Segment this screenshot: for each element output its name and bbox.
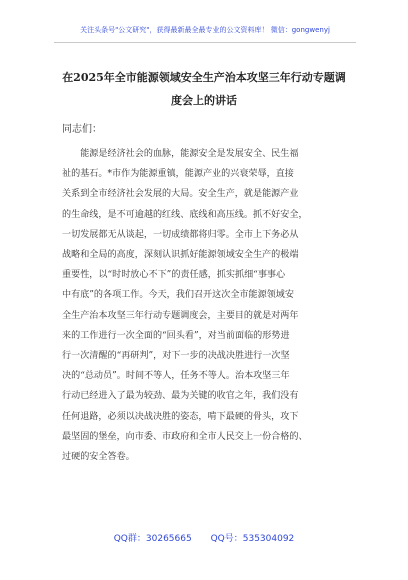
body-line: 决的“总动员”。时间不等人，任务不等人。治本攻坚三年 xyxy=(62,371,290,382)
body-line: 来的工作进行一次全面的“回头看”，对当前面临的形势进 xyxy=(62,330,290,341)
body-line: 祉的基石。*市作为能源重镇，能源产业的兴衰荣辱，直接 xyxy=(62,169,294,180)
body-line: 重要性，以“时时放心不下”的责任感，抓实抓细“事事心 xyxy=(62,270,286,281)
body-line: 行动已经进入了最为较劲、最为关键的收官之年，我们没有 xyxy=(62,391,299,402)
salutation: 同志们： xyxy=(62,124,102,135)
body-line: 过硬的安全答卷。 xyxy=(62,452,135,463)
body-line: 关系到全市经济社会发展的大局。安全生产，就是能源产业 xyxy=(62,189,299,200)
header-divider xyxy=(54,42,356,43)
footer-qq-number: QQ号：535304092 xyxy=(210,534,295,544)
body-line: 战略和全局的高度，深刻认识抓好能源领域安全生产的极端 xyxy=(62,250,299,261)
footer-qq-group: QQ群：30265665 xyxy=(113,534,192,544)
title-line: 在2025年全市能源领域安全生产治本攻坚三年行动专题调 xyxy=(62,71,346,84)
body-line: 能源是经济社会的血脉，能源安全是发展安全、民生福 xyxy=(62,149,299,159)
body-line: 一切发展都无从谈起，一切成绩都将归零。全市上下务必从 xyxy=(62,229,299,240)
footer-contact xyxy=(0,531,408,544)
body-line: 最坚固的堡垒，向市委、市政府和全市人民交上一份合格的、 xyxy=(62,431,308,442)
header-banner: 关注头条号"公文研究"，获得最新最全最专业的公文资料库！ 微信：gongwenyj xyxy=(80,26,330,34)
body-line: 全生产治本攻坚三年行动专题调度会，主要目的就是对两年 xyxy=(62,310,299,321)
body-line: 中有底”的各项工作。今天，我们召开这次全市能源领域安 xyxy=(62,290,294,301)
body-line: 任何退路，必须以决战决胜的姿态，啃下最硬的骨头，攻下 xyxy=(62,411,299,422)
document-title xyxy=(54,66,354,112)
body-line: 行一次清醒的“再研判”，对下一步的决战决胜进行一次坚 xyxy=(62,351,290,362)
body-text xyxy=(62,144,347,467)
title-line: 度会上的讲话 xyxy=(171,94,237,107)
body-line: 的生命线，是不可逾越的红线、底线和高压线。抓不好安全， xyxy=(62,209,308,220)
